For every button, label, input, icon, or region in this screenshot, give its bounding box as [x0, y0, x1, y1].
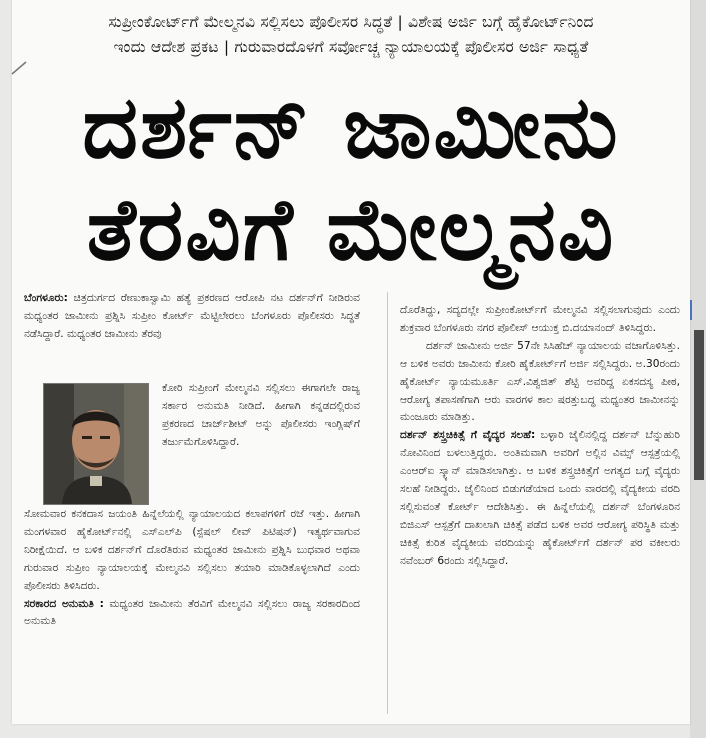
dateline: ಬೆಂಗಳೂರು: [24, 292, 68, 304]
article-column-right [400, 302, 680, 571]
subhead-surgery-advice: ದರ್ಶನ್ ಶಸ್ತ್ರಚಿಕಿತ್ಸೆ ಗೆ ವೈದ್ಯರ ಸಲಹೆ: [400, 429, 536, 442]
paragraph-3-text: ಮಧ್ಯಂತರ ಜಾಮೀನು ತೆರವಿಗೆ ಮೇಲ್ಮನವಿ ಸಲ್ಲಿಸಲು ರಾಜ್ಯ ಸರಕಾರದಿಂದ ಅನುಮತಿ [24, 597, 360, 628]
kicker-line-1: ಸುಪ್ರೀಂಕೋರ್ಟ್‌ಗೆ ಮೇಲ್ಮನವಿ ಸಲ್ಲಿಸಲು ಪೊಲೀಸರ ಸಿದ್ಧತೆ | ವಿಶೇಷ ಅರ್ಜಿ ಬಗ್ಗೆ ಹೈಕೋರ್ಟ್‌ನಿಂದ [108, 13, 594, 31]
lead-text: ಚಿತ್ರದುರ್ಗದ ರೇಣುಕಾಸ್ವಾಮಿ ಹತ್ಯೆ ಪ್ರಕರಣದ ಆರೋಪಿ ನಟ ದರ್ಶನ್‌ಗೆ ನೀಡಿರುವ ಮಧ್ಯಂತರ ಜಾಮೀನು ಪ್ರಶ್ನಿಸಿ ಸುಪ್ರೀಂ ಕೋರ್ಟ್ ಮೆಟ್ಟಿಲೇರಲು ಬೆಂಗಳೂರು ಪೊಲೀಸರು ಸಿದ್ಧತೆ ನಡೆಸಿದ್ದಾರೆ. ಮಧ್ಯಂತರ ಜಾಮೀನು ತೆರವು [24, 292, 360, 340]
headline-line-1: ದರ್ಶನ್ ಜಾಮೀನು [82, 78, 620, 178]
wrap-around-photo-text: ಕೋರಿ ಸುಪ್ರೀಂಗೆ ಮೇಲ್ಮನವಿ ಸಲ್ಲಿಸಲು ಈಗಾಗಲೇ ರಾಜ್ಯ ಸರ್ಕಾರ ಅನುಮತಿ ನೀಡಿದೆ. ಹೀಗಾಗಿ ಕನ್ನಡದಲ್ಲಿರುವ ಪ್ರಕರಣದ ಚಾರ್ಜ್‌ಶೀಟ್ ಅನ್ನು ಪೊಲೀಸರು ಇಂಗ್ಲಿಷ್‌ಗೆ ತರ್ಜುಮೆಗೊಳಿಸಿದ್ದಾರೆ. [162, 382, 360, 448]
lead-paragraph [24, 290, 360, 344]
newspaper-clipping [12, 0, 690, 724]
page-fold-mark [10, 56, 32, 78]
paragraph-3 [24, 596, 360, 632]
paragraph-2: ಸೋಮವಾರ ಕನಕದಾಸ ಜಯಂತಿ ಹಿನ್ನೆಲೆಯಲ್ಲಿ ನ್ಯಾಯಾಲಯದ ಕಲಾಪಗಳಿಗೆ ರಜೆ ಇತ್ತು. ಹೀಗಾಗಿ ಮಂಗಳವಾರ ಹೈಕೋರ್ಟ್‌ನಲ್ಲಿ ಎಸ್‌ಎಲ್‌ಪಿ (ಸ್ಪೆಷಲ್ ಲೀವ್ ಪಿಟಿಷನ್) ಇತ್ಯರ್ಥವಾಗುವ ನಿರೀಕ್ಷೆಯಿದೆ. ಆ ಬಳಿಕ ದರ್ಶನ್‌ಗೆ ದೊರೆತಿರುವ ಮಧ್ಯಂತರ ಜಾಮೀನು ಪ್ರಶ್ನಿಸಿ ಬುಧವಾರ ಅಥವಾ ಗುರುವಾರ ಸುಪ್ರೀಂ ನ್ಯಾಯಾಲಯಕ್ಕೆ ಮೇಲ್ಮನವಿ ಸಲ್ಲಿಸಲು ತಯಾರಿ ಮಾಡಿಕೊಳ್ಳಲಾಗಿದೆ ಎಂದು ಪೊಲೀಸರು ತಿಳಿಸಿದರು. [24, 508, 360, 592]
headline-line-2: ತೆರವಿಗೆ ಮೇಲ್ಮನವಿ [86, 180, 616, 280]
column-divider [387, 292, 388, 714]
darshan-photo [43, 383, 149, 505]
kicker-line-2: ಇಂದು ಆದೇಶ ಪ್ರಕಟ | ಗುರುವಾರದೊಳಗೆ ಸರ್ವೋಚ್ಚ ನ್ಯಾಯಾಲಯಕ್ಕೆ ಪೊಲೀಸರ ಅರ್ಜಿ ಸಾಧ್ಯತೆ [113, 38, 589, 56]
right-paragraph-2: ದರ್ಶನ್ ಜಾಮೀನು ಅರ್ಜಿ 57ನೇ ಸಿಸಿಹೆಚ್ ನ್ಯಾಯಾಲಯ ವಜಾಗೊಳಿಸಿತ್ತು. ಆ ಬಳಿಕ ಅವರು ಜಾಮೀನು ಕೋರಿ ಹೈಕೋರ್ಟ್‌ಗೆ ಅರ್ಜಿ ಸಲ್ಲಿಸಿದ್ದರು. ಅ.30ರಂದು ಹೈಕೋರ್ಟ್ ನ್ಯಾಯಮೂರ್ತಿ ಎಸ್.ವಿಶ್ವಜಿತ್ ಶೆಟ್ಟಿ ಅವರಿದ್ದ ಏಕಸದಸ್ಯ ಪೀಠ, ಆರೋಗ್ಯ ತಪಾಸಣೆಗಾಗಿ ಆರು ವಾರಗಳ ಕಾಲ ಷರತ್ತುಬದ್ಧ ಮಧ್ಯಂತರ ಜಾಮೀನನ್ನು ಮಂಜೂರು ಮಾಡಿತ್ತು. [400, 339, 680, 424]
subhead-government-permission: ಸರಕಾರದ ಅನುಮತಿ : [24, 597, 104, 610]
adjacent-page-strip [690, 0, 706, 738]
adjacent-page-bar [694, 330, 704, 480]
article-column-left [24, 290, 360, 344]
right-paragraph-3-text: ಬಳ್ಳಾರಿ ಜೈಲಿನಲ್ಲಿದ್ದ ದರ್ಶನ್ ಬೆನ್ನುಹುರಿ ನೋವಿನಿಂದ ಬಳಲುತ್ತಿದ್ದರು. ಅಂತಿಮವಾಗಿ ಅವರಿಗೆ ಅಲ್ಲಿನ ವಿಮ್ಸ್ ಆಸ್ಪತ್ರೆಯಲ್ಲಿ ಎಂಆರ್‌ಐ ಸ್ಕ್ಯಾನ್ ಮಾಡಿಸಲಾಗಿತ್ತು. ಆ ಬಳಿಕ ಶಸ್ತ್ರಚಿಕಿತ್ಸೆಗೆ ಅಗತ್ಯದ ಬಗ್ಗೆ ವೈದ್ಯರು ಸಲಹೆ ನೀಡಿದ್ದರು. ಜೈಲಿನಿಂದ ಬಿಡುಗಡೆಯಾದ ಒಂದು ವಾರದಲ್ಲಿ ವೈದ್ಯಕೀಯ ವರದಿ ಸಲ್ಲಿಸುವಂತೆ ಕೋರ್ಟ್ ಆದೇಶಿಸಿತ್ತು. ಈ ಹಿನ್ನೆಲೆಯಲ್ಲಿ ದರ್ಶನ್ ಬೆಂಗಳೂರಿನ ಬಿಜಿಎಸ್ ಆಸ್ಪತ್ರೆಗೆ ದಾಖಲಾಗಿ ಚಿಕಿತ್ಸೆ ಪಡೆದ ಬಳಿಕ ಅವರ ಆರೋಗ್ಯ ಪರಿಸ್ಥಿತಿ ಮತ್ತು ಚಿಕಿತ್ಸೆ ಕುರಿತ ವೈದ್ಯಕೀಯ ವರದಿಯನ್ನು ಹೈಕೋರ್ಟ್‌ಗೆ ದರ್ಶನ್ ಪರ ವಕೀಲರು ನವೆಂಬರ್ 6ರಂದು ಸಲ್ಲಿಸಿದ್ದಾರೆ. [400, 429, 681, 567]
article-column-left-continued [24, 506, 360, 631]
portrait-image [44, 384, 148, 504]
right-paragraph-3 [400, 427, 680, 570]
right-paragraph-1: ದೊರೆತಿದ್ದು, ಸದ್ಯದಲ್ಲೇ ಸುಪ್ರೀಂಕೋರ್ಟ್‌ಗೆ ಮೇಲ್ಮನವಿ ಸಲ್ಲಿಸಲಾಗುವುದು ಎಂದು ಶುಕ್ರವಾರ ಬೆಂಗಳೂರು ನಗರ ಪೊಲೀಸ್ ಆಯುಕ್ತ ಬಿ.ದಯಾನಂದ್ ತಿಳಿಸಿದ್ದರು. [400, 304, 680, 334]
